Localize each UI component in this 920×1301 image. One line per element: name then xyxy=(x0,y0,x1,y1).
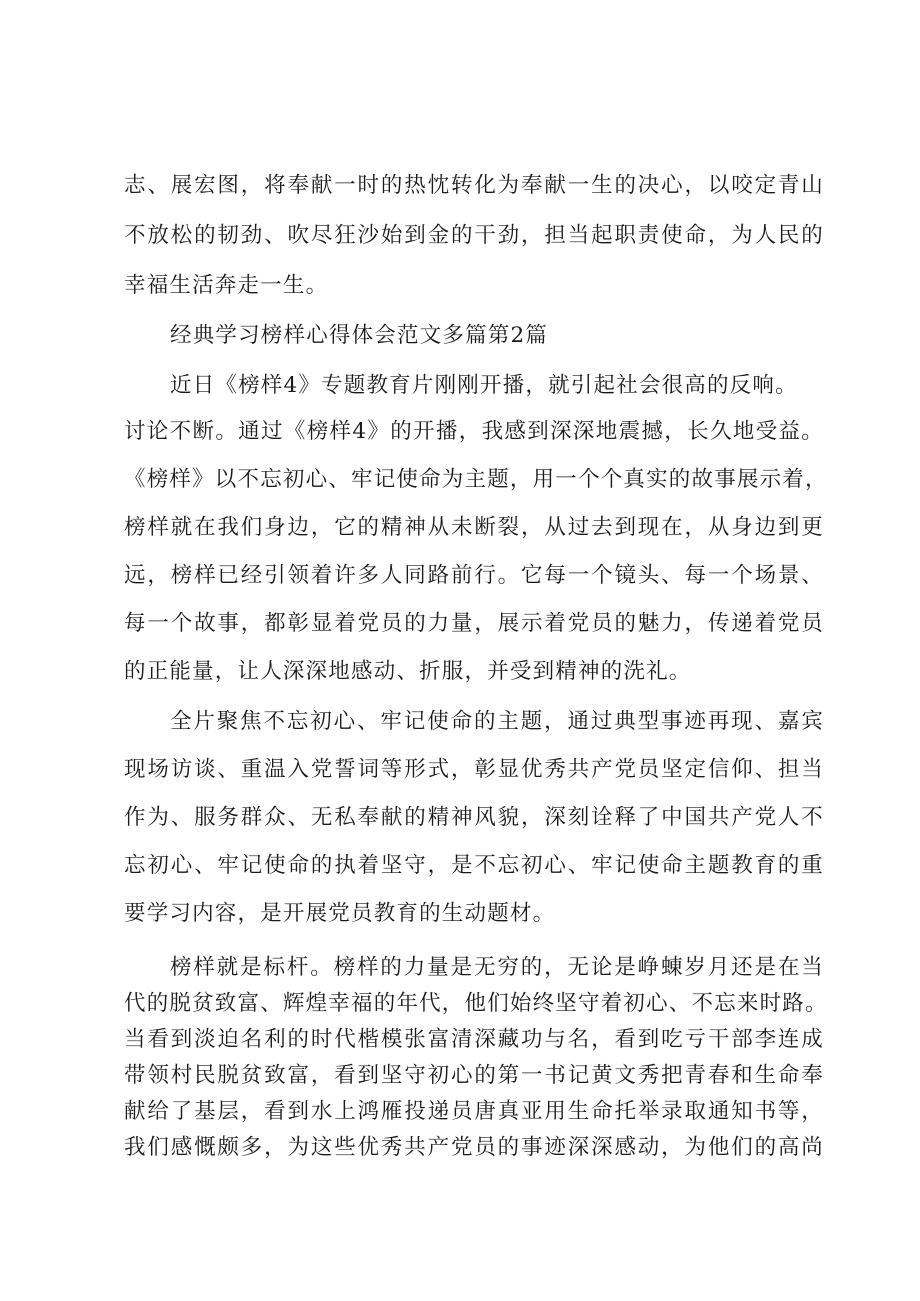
paragraph-line: 献给了基层，看到水上鸿雁投递员唐真亚用生命托举录取通知书等， xyxy=(124,1099,824,1124)
paragraph-line: 每一个故事，都彰显着党员的力量，展示着党员的魅力，传递着党员 xyxy=(124,611,824,636)
paragraph-line: 的正能量，让人深深地感动、折服，并受到精神的洗礼。 xyxy=(124,659,692,684)
paragraph-line: 不放松的韧劲、吹尽狂沙始到金的干劲，担当起职责使命，为人民的 xyxy=(124,223,824,248)
paragraph-line: 当看到淡迫名利的时代楷模张富清深藏功与名，看到吃亏干部李连成 xyxy=(124,1027,824,1052)
section-heading: 经典学习榜样心得体会范文多篇第2篇 xyxy=(170,323,549,348)
paragraph-line: 志、展宏图，将奉献一时的热忱转化为奉献一生的决心，以咬定青山 xyxy=(124,173,824,198)
paragraph-line: 带领村民脱贫致富，看到坚守初心的第一书记黄文秀把青春和生命奉 xyxy=(124,1063,824,1088)
paragraph-line: 《榜样》以不忘初心、牢记使命为主题，用一个个真实的故事展示着， xyxy=(124,467,828,492)
paragraph-line: 全片聚焦不忘初心、牢记使命的主题，通过典型事迹再现、嘉宾 xyxy=(170,709,824,734)
paragraph-line: 代的脱贫致富、辉煌幸福的年代，他们始终坚守着初心、不忘来时路。 xyxy=(124,991,828,1016)
paragraph-line: 讨论不断。通过《榜样4》的开播，我感到深深地震撼，长久地受益。 xyxy=(124,419,824,444)
paragraph-line: 忘初心、牢记使命的执着坚守，是不忘初心、牢记使命主题教育的重 xyxy=(124,853,824,878)
paragraph-line: 幸福生活奔走一生。 xyxy=(124,273,329,298)
paragraph-line: 现场访谈、重温入党誓词等形式，彰显优秀共产党员坚定信仰、担当 xyxy=(124,757,824,782)
paragraph-line: 远，榜样已经引领着许多人同路前行。它每一个镜头、每一个场景、 xyxy=(124,563,824,588)
paragraph-line: 要学习内容，是开展党员教育的生动题材。 xyxy=(124,901,556,926)
paragraph-line: 近日《榜样4》专题教育片刚刚开播，就引起社会很高的反响。 xyxy=(170,373,798,398)
paragraph-line: 榜样就在我们身边，它的精神从未断裂，从过去到现在，从身边到更 xyxy=(124,515,824,540)
paragraph-line: 我们感慨颇多，为这些优秀共产党员的事迹深深感动，为他们的高尚 xyxy=(124,1135,824,1160)
paragraph-line: 作为、服务群众、无私奉献的精神风貌，深刻诠释了中国共产党人不 xyxy=(124,805,824,830)
paragraph-line: 榜样就是标杆。榜样的力量是无穷的，无论是峥蝀岁月还是在当 xyxy=(170,955,824,980)
